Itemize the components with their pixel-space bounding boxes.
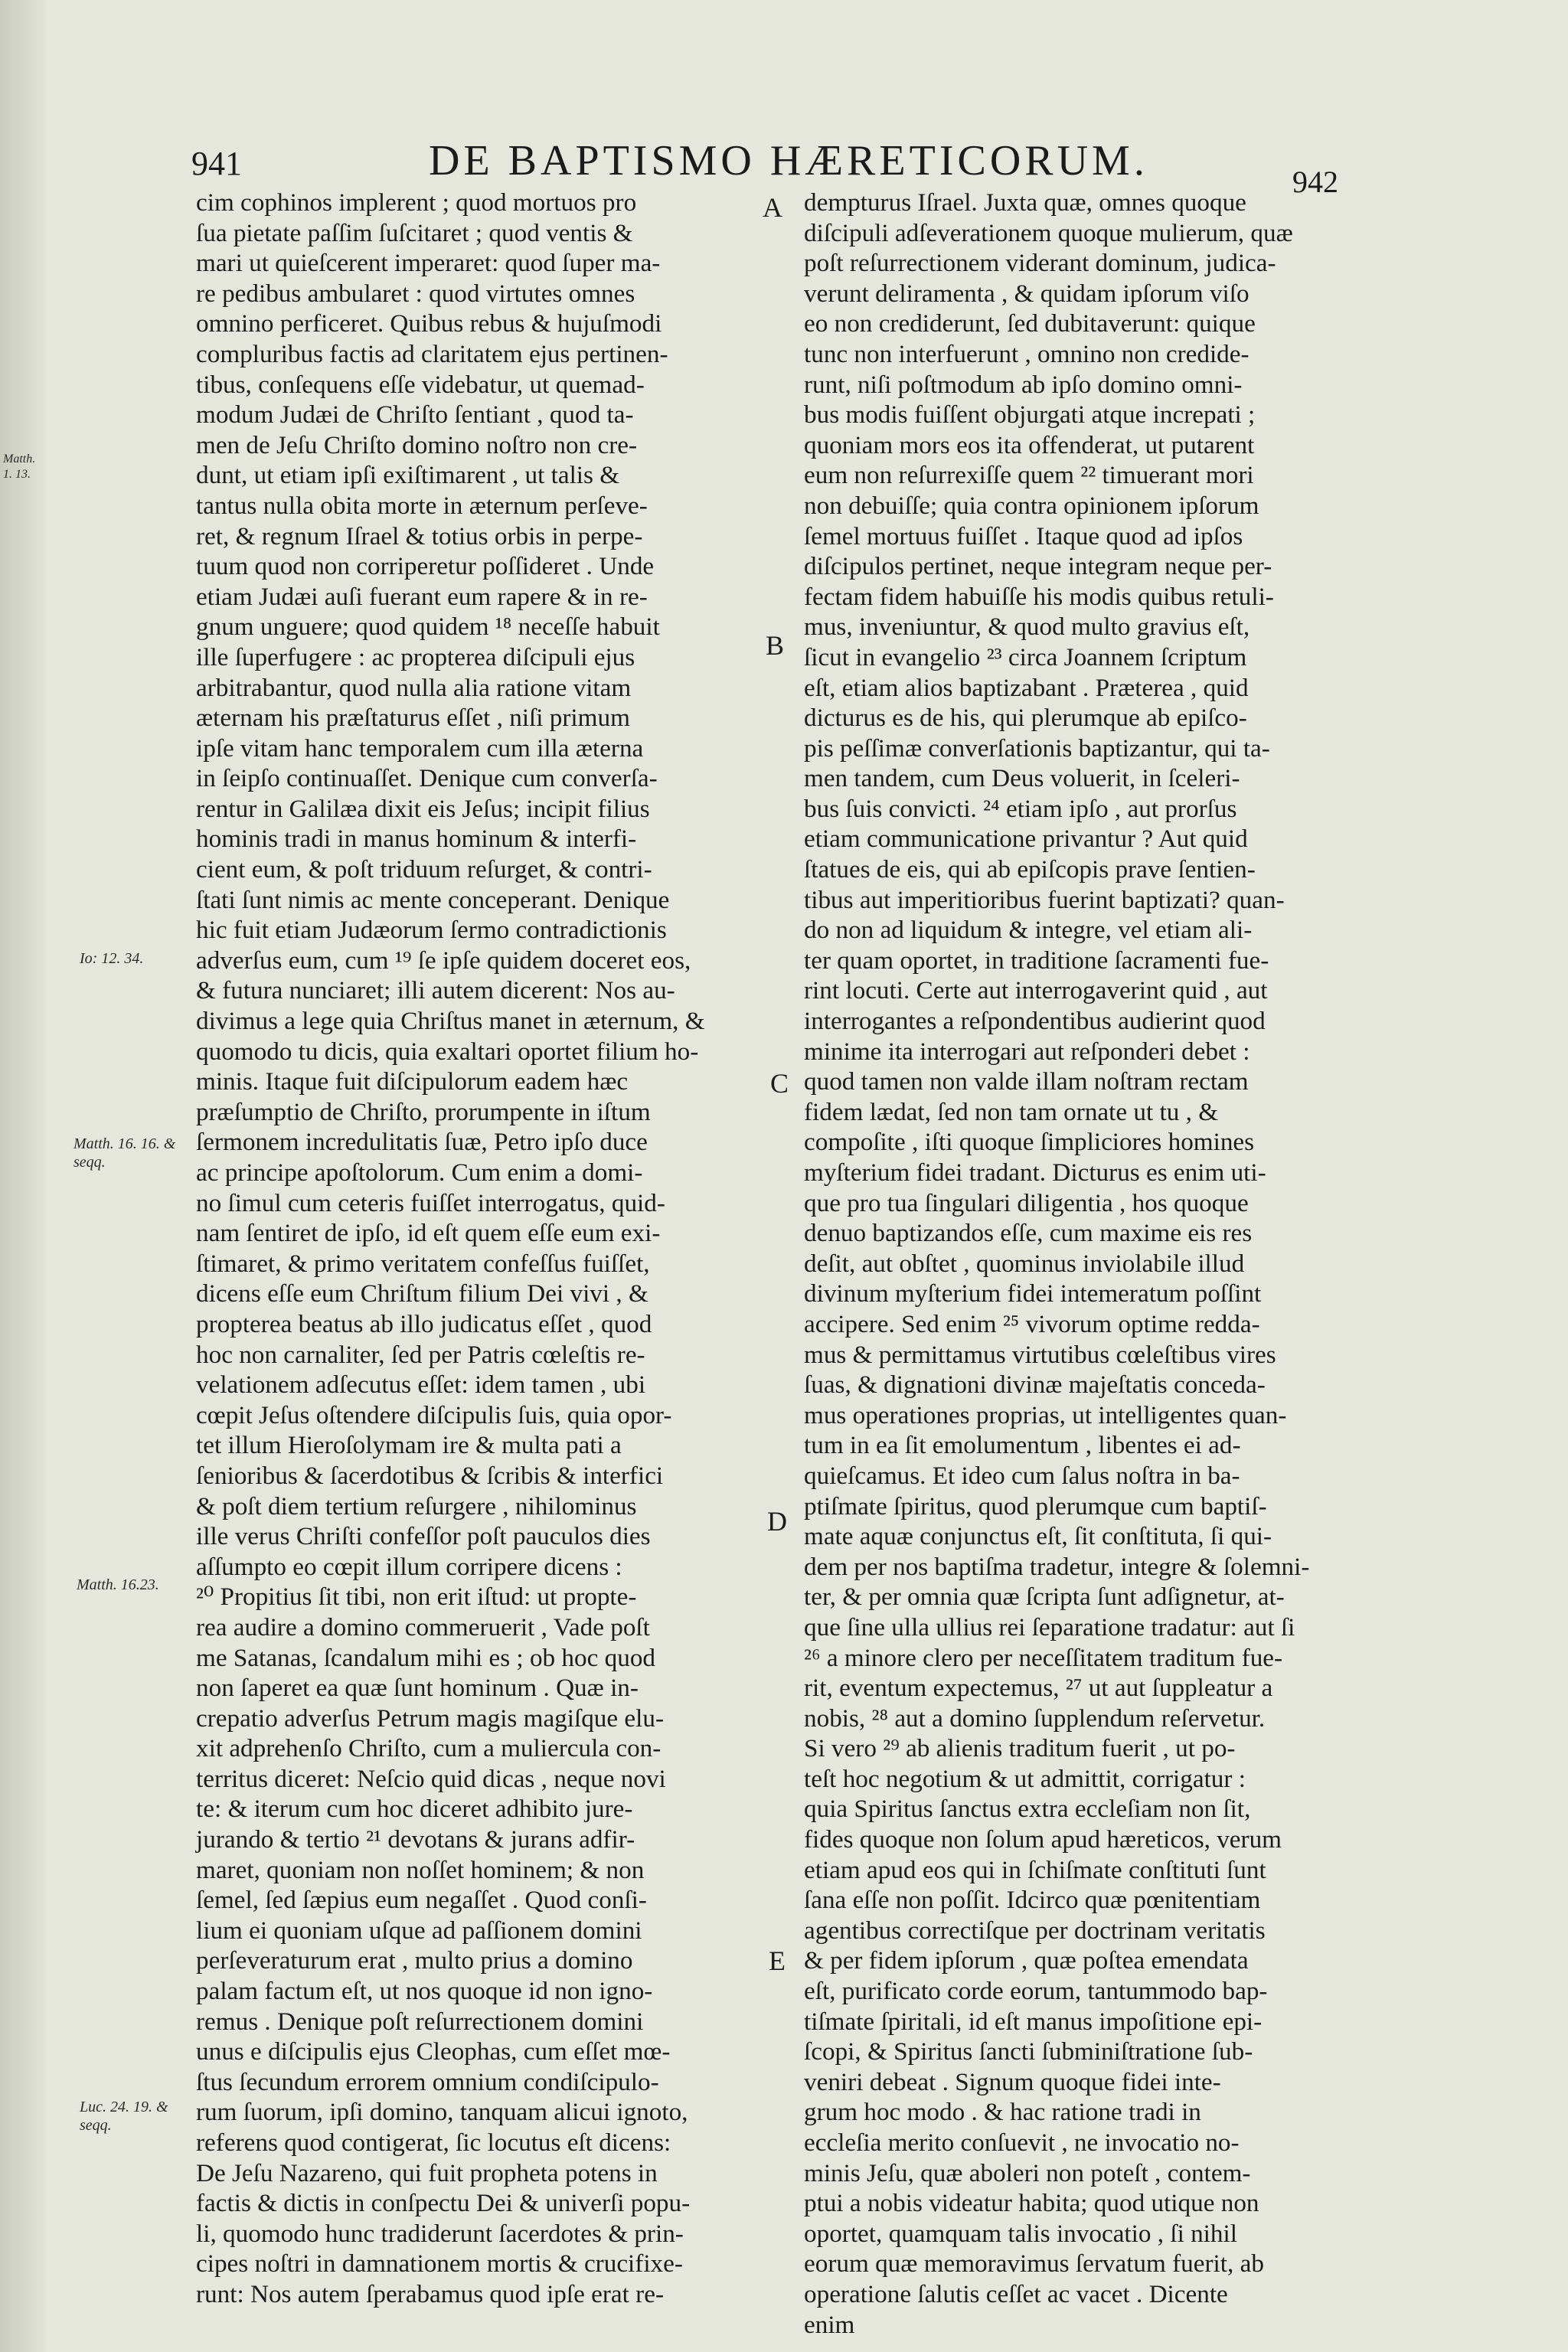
text-line: teſt hoc negotium & ut admittit, corrigatur :: [804, 1764, 1246, 1793]
text-line: factis & dictis in conſpectu Dei & univerſi popu-: [196, 2189, 691, 2218]
text-line: rea audire a domino commeruerit , Vade poſt: [196, 1612, 650, 1642]
text-line: jurando & tertio ²¹ devotans & jurans adfir-: [196, 1825, 635, 1854]
text-line: fectam fidem habuiſſe his modis quibus retuli-: [804, 582, 1274, 611]
text-line: ſicut in evangelio ²³ circa Joannem ſcriptum: [804, 642, 1247, 671]
text-line: tibus, conſequens eſſe videbatur, ut quemad-: [196, 370, 645, 399]
text-line: De Jeſu Nazareno, qui fuit propheta potens in: [196, 2158, 658, 2187]
text-line: tuum quod non corriperetur poſſideret . Unde: [196, 552, 655, 581]
text-line: quieſcamus. Et ideo cum ſalus noſtra in ba-: [804, 1461, 1240, 1490]
text-line: te: & iterum cum hoc diceret adhibito jure-: [196, 1795, 633, 1824]
left-text-column: [196, 188, 770, 2308]
text-line: runt: Nos autem ſperabamus quod ipſe erat re-: [196, 2279, 665, 2308]
text-line: rum ſuorum, ipſi domino, tanquam alicui ignoto,: [196, 2098, 688, 2127]
text-line: compluribus factis ad claritatem ejus pertinen-: [196, 339, 668, 368]
text-line: territus diceret: Neſcio quid dicas , neque novi: [196, 1764, 666, 1793]
text-line: in ſeipſo continuaſſet. Denique cum converſa-: [196, 764, 658, 793]
text-line: eſt, etiam alios baptizabant . Præterea , quid: [804, 673, 1249, 702]
text-line: nobis, ²⁸ aut a domino ſupplendum reſervetur.: [804, 1704, 1266, 1733]
text-line: unus e diſcipulis ejus Cleophas, cum eſſet mœ-: [196, 2037, 671, 2066]
text-line: referens quod contigerat, ſic locutus eſt dicens:: [196, 2128, 671, 2157]
text-line: gnum unguere; quod quidem ¹⁸ neceſſe habuit: [196, 612, 660, 642]
text-line: tunc non interfuerunt , omnino non credide-: [804, 339, 1250, 368]
text-line: ²⁰ Propitius ſit tibi, non erit iſtud: ut propte-: [196, 1583, 637, 1612]
text-line: mate aquæ conjunctus eſt, ſit conſtituta, ſi qui-: [804, 1522, 1272, 1551]
text-line: minis. Itaque fuit diſcipulorum eadem hæc: [196, 1067, 629, 1096]
text-line: remus . Denique poſt reſurrectionem domini: [196, 2007, 644, 2036]
text-line: ſtimaret, & primo veritatem confeſſus fuiſſet,: [196, 1249, 650, 1278]
section-letter-e: E: [769, 1945, 786, 1976]
text-line: ſemel, ſed ſæpius eum negaſſet . Quod conſi-: [196, 1886, 647, 1915]
section-letter-c: C: [770, 1068, 789, 1099]
text-line: etiam communicatione privantur ? Aut quid: [804, 825, 1248, 854]
text-line: modum Judæi de Chriſto ſentiant , quod ta-: [196, 400, 634, 430]
right-text-column: [804, 188, 1359, 2339]
margin-note: Io: 12. 34.: [80, 950, 144, 967]
text-line: quoniam mors eos ita offenderat, ut putarent: [804, 430, 1255, 459]
text-line: aſſumpto eo cœpit illum corripere dicens :: [196, 1552, 622, 1581]
text-line: ſcopi, & Spiritus ſancti ſubminiſtratione ſub-: [804, 2037, 1253, 2066]
text-line: ac principe apoſtolorum. Cum enim a domi-: [196, 1158, 643, 1187]
text-line: etiam Judæi auſi fuerant eum rapere & in re-: [196, 582, 648, 611]
text-line: xit adprehenſo Chriſto, cum a muliercula con-: [196, 1734, 662, 1763]
text-line: men de Jeſu Chriſto domino noſtro non cre-: [196, 430, 638, 459]
text-line: dunt, ut etiam ipſi exiſtimarent , ut talis &: [196, 461, 620, 490]
page-edge: [0, 0, 46, 2352]
text-line: dicens eſſe eum Chriſtum filium Dei vivi , &: [196, 1279, 648, 1308]
text-line: quomodo tu dicis, quia exaltari oportet filium ho-: [196, 1037, 699, 1066]
text-line: ſtus ſecundum errorem omnium condiſcipulo-: [196, 2067, 659, 2096]
text-line: non debuiſſe; quia contra opinionem ipſorum: [804, 491, 1259, 520]
text-line: divimus a lege quia Chriſtus manet in æternum, &: [196, 1007, 705, 1036]
text-line: & poſt diem tertium reſurgere , nihilominus: [196, 1491, 637, 1521]
text-line: præſumptio de Chriſto, prorumpente in iſtum: [196, 1097, 651, 1126]
text-line: re pedibus ambularet : quod virtutes omnes: [196, 279, 635, 308]
text-line: ²⁶ a minore clero per neceſſitatem traditum fue-: [804, 1643, 1283, 1672]
text-line: rentur in Galilæa dixit eis Jeſus; incipit filius: [196, 794, 650, 823]
text-line: & per fidem ipſorum , quæ poſtea emendata: [804, 1946, 1249, 1975]
text-line: no ſimul cum ceteris fuiſſet interrogatus, quid-: [196, 1188, 665, 1217]
text-line: fides quoque non ſolum apud hæreticos, verum: [804, 1825, 1282, 1854]
text-line: compoſite , iſti quoque ſimpliciores homines: [804, 1128, 1255, 1157]
text-line: diſcipulos pertinet, neque integram neque per-: [804, 552, 1272, 581]
text-line: perſeveraturum erat , multo prius a domino: [196, 1946, 633, 1975]
text-line: minis Jeſu, quæ aboleri non poteſt , contem-: [804, 2158, 1251, 2187]
text-line: bus ſuis convicti. ²⁴ etiam ipſo , aut prorſus: [804, 794, 1237, 823]
text-line: maret, quoniam non noſſet hominem; & non: [196, 1855, 645, 1884]
text-line: & futura nunciaret; illi autem dicerent: Nos au-: [196, 976, 675, 1005]
text-line: eſt, purificato corde eorum, tantummodo bap-: [804, 1977, 1268, 2006]
text-line: mus operationes proprias, ut intelligentes quan-: [804, 1400, 1287, 1429]
text-line: veniri debeat . Signum quoque fidei inte-: [804, 2067, 1221, 2096]
text-line: accipere. Sed enim ²⁵ vivorum optime redda-: [804, 1309, 1260, 1338]
text-line: ſenioribus & ſacerdotibus & ſcribis & interfici: [196, 1461, 664, 1490]
text-line: enim: [804, 2310, 855, 2339]
text-line: agentibus correctiſque per doctrinam veritatis: [804, 1916, 1266, 1945]
text-line: men tandem, cum Deus voluerit, in ſceleri-: [804, 764, 1240, 793]
text-line: que ſine ulla ullius rei ſeparatione tradatur: aut ſi: [804, 1612, 1295, 1642]
text-line: quod tamen non valde illam noſtram rectam: [804, 1067, 1249, 1096]
text-line: tibus aut imperitioribus fuerint baptizati? quan-: [804, 885, 1285, 914]
text-line: myſterium fidei tradant. Dicturus es enim uti-: [804, 1158, 1266, 1187]
text-line: dempturus Iſrael. Juxta quæ, omnes quoque: [804, 188, 1246, 217]
text-line: eum non reſurrexiſſe quem ²² timuerant mori: [804, 461, 1254, 490]
text-line: do non ad liquidum & integre, vel etiam ali-: [804, 916, 1253, 945]
text-line: velationem adſecutus eſſet: idem tamen , ubi: [196, 1370, 646, 1400]
text-line: propterea beatus ab illo judicatus eſſet , quod: [196, 1309, 652, 1338]
text-line: nam ſentiret de ipſo, id eſt quem eſſe eum exi-: [196, 1219, 661, 1248]
text-line: tiſmate ſpiritali, id eſt manus impoſitione epi-: [804, 2007, 1263, 2036]
text-line: diſcipuli adſeverationem quoque mulierum, quæ: [804, 218, 1293, 247]
text-line: crepatio adverſus Petrum magis magiſque elu-: [196, 1704, 665, 1733]
text-line: interrogantes a reſpondentibus audierint quod: [804, 1007, 1266, 1036]
text-line: omnino perficeret. Quibus rebus & hujuſmodi: [196, 309, 662, 338]
text-line: quia Spiritus ſanctus extra eccleſiam non ſit,: [804, 1795, 1251, 1824]
text-line: ſermonem incredulitatis ſuæ, Petro ipſo duce: [196, 1128, 648, 1157]
text-line: cim cophinos implerent ; quod mortuos pro: [196, 188, 637, 217]
text-line: æternam his præſtaturus eſſet , niſi primum: [196, 704, 630, 733]
text-line: ſuas, & dignationi divinæ majeſtatis conceda-: [804, 1370, 1266, 1400]
text-line: mari ut quieſcerent imperaret: quod ſuper ma-: [196, 249, 661, 278]
text-line: poſt reſurrectionem viderant dominum, judica-: [804, 249, 1276, 278]
page-number-left: 941: [191, 145, 242, 182]
running-title: DE BAPTISMO HÆRETICORUM.: [429, 137, 1148, 185]
text-line: cient eum, & poſt triduum reſurget, & contri-: [196, 855, 652, 884]
text-line: tantus nulla obita morte in æternum perſeve-: [196, 491, 648, 520]
text-line: cipes noſtri in damnationem mortis & crucifixe-: [196, 2249, 683, 2278]
text-line: dicturus es de his, qui plerumque ab epiſco-: [804, 704, 1247, 733]
text-line: ille ſuperfugere : ac propterea diſcipuli ejus: [196, 642, 635, 671]
text-line: ſana eſſe non poſſit. Idcirco quæ pœnitentiam: [804, 1886, 1261, 1915]
text-line: fidem lædat, ſed non tam ornate ut tu , &: [804, 1097, 1219, 1126]
text-line: li, quomodo hunc tradiderunt ſacerdotes & prin-: [196, 2219, 684, 2248]
text-line: ſtatues de eis, qui ab epiſcopis prave ſentien-: [804, 855, 1256, 884]
text-line: bus modis fuiſſent objurgati atque increpati ;: [804, 400, 1256, 430]
text-line: que pro tua ſingulari diligentia , hos quoque: [804, 1188, 1249, 1217]
text-line: non ſaperet ea quæ ſunt hominum . Quæ in-: [196, 1674, 639, 1703]
text-line: divinum myſterium fidei intemeratum poſſint: [804, 1279, 1262, 1308]
text-line: operatione ſalutis ceſſet ac vacet . Dicente: [804, 2279, 1228, 2308]
text-line: dem per nos baptiſma tradetur, integre & ſolemni-: [804, 1552, 1310, 1581]
text-line: hoc non carnaliter, ſed per Patris cœleſtis re-: [196, 1340, 645, 1369]
text-line: mus & permittamus virtutibus cœleſtibus vires: [804, 1340, 1276, 1369]
text-line: adverſus eum, cum ¹⁹ ſe ipſe quidem doceret eos,: [196, 946, 691, 975]
margin-note: Luc. 24. 19. & seqq.: [80, 2099, 168, 2134]
text-line: ſemel mortuus fuiſſet . Itaque quod ad ipſos: [804, 521, 1243, 550]
text-line: hominis tradi in manus hominum & interfi-: [196, 825, 637, 854]
text-line: deſit, aut obſtet , quominus inviolabile illud: [804, 1249, 1245, 1278]
text-line: ſtati ſunt nimis ac mente conceperant. Denique: [196, 885, 670, 914]
margin-note: Matth. 16.23.: [77, 1576, 159, 1593]
text-line: ter quam oportet, in traditione ſacramenti fue-: [804, 946, 1269, 975]
text-line: ipſe vitam hanc temporalem cum illa æterna: [196, 733, 644, 763]
text-line: verunt deliramenta , & quidam ipſorum viſo: [804, 279, 1250, 308]
text-line: ptui a nobis videatur habita; quod utique non: [804, 2189, 1259, 2218]
text-line: denuo baptizandos eſſe, cum maxime eis res: [804, 1219, 1253, 1248]
text-line: Si vero ²⁹ ab alienis traditum fuerit , ut po-: [804, 1734, 1236, 1763]
text-line: eo non crediderunt, ſed dubitaverunt: quique: [804, 309, 1256, 338]
text-line: eccleſia merito conſuevit , ne invocatio no-: [804, 2128, 1240, 2157]
text-line: ret, & regnum Iſrael & totius orbis in perpe-: [196, 521, 643, 550]
text-line: ſua pietate paſſim ſuſcitaret ; quod ventis &: [196, 218, 633, 247]
text-line: minime ita interrogari aut reſponderi debet :: [804, 1037, 1250, 1066]
text-line: tum in ea ſit emolumentum , libentes ei ad-: [804, 1431, 1241, 1460]
text-line: mus, inveniuntur, & quod multo gravius eſt,: [804, 612, 1250, 642]
text-line: rit, eventum expectemus, ²⁷ ut aut ſuppleatur a: [804, 1674, 1273, 1703]
margin-note: Matth. 1. 13.: [3, 452, 36, 481]
text-line: ter, & per omnia quæ ſcripta ſunt adſignetur, at-: [804, 1583, 1285, 1612]
text-line: lium ei quoniam uſque ad paſſionem domini: [196, 1916, 642, 1945]
section-letter-b: B: [766, 630, 785, 661]
text-line: tet illum Hieroſolymam ire & multa pati a: [196, 1431, 622, 1460]
text-line: arbitrabantur, quod nulla alia ratione vitam: [196, 673, 632, 702]
text-line: ille verus Chriſti confeſſor poſt pauculos dies: [196, 1522, 651, 1551]
text-line: etiam apud eos qui in ſchiſmate conſtituti ſunt: [804, 1855, 1266, 1884]
text-line: oportet, quamquam talis invocatio , ſi nihil: [804, 2219, 1237, 2248]
section-letter-d: D: [767, 1506, 787, 1537]
text-line: eorum quæ memoravimus ſervatum fuerit, ab: [804, 2249, 1264, 2278]
text-line: rint locuti. Certe aut interrogaverint quid , aut: [804, 976, 1268, 1005]
text-line: ptiſmate ſpiritus, quod plerumque cum baptiſ-: [804, 1491, 1267, 1521]
text-line: hic fuit etiam Judæorum ſermo contradictionis: [196, 916, 667, 945]
text-line: pis peſſimæ converſationis baptizantur, qui ta-: [804, 733, 1270, 763]
text-line: runt, niſi poſtmodum ab ipſo domino omni-: [804, 370, 1243, 399]
margin-note: Matth. 16. 16. & seqq.: [74, 1135, 176, 1171]
section-letter-a: A: [763, 192, 782, 223]
text-line: cœpit Jeſus oſtendere diſcipulis ſuis, quia opor-: [196, 1400, 672, 1429]
text-line: grum hoc modo . & hac ratione tradi in: [804, 2098, 1201, 2127]
page-number-right: 942: [1292, 165, 1338, 199]
text-line: me Satanas, ſcandalum mihi es ; ob hoc quod: [196, 1643, 656, 1672]
text-line: palam factum eſt, ut nos quoque id non igno-: [196, 1977, 653, 2006]
